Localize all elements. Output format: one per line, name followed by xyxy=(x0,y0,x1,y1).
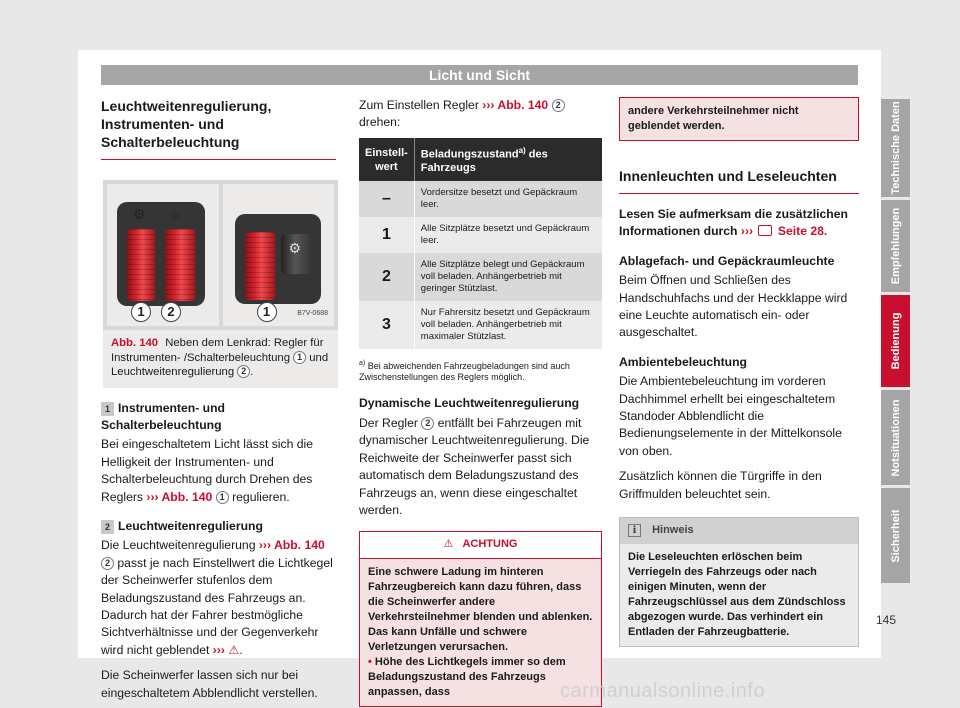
figure-140 xyxy=(103,180,338,388)
page-link-text[interactable]: Seite 28. xyxy=(777,224,828,239)
section-heading: Innenleuchten und Leseleuchten xyxy=(619,167,859,194)
paragraph: Die Ambientebeleuchtung im vorderen Dachhimmel erhellt bei eingeschaltetem Standoder Abblendlicht die Bedienungselemente in der Mittelkonsole von oben. xyxy=(619,374,842,458)
table-row: 1 Alle Sitzplätze besetzt und Gepäckraum leer. xyxy=(359,217,602,253)
hint-box xyxy=(619,517,859,646)
callout-2: 2 xyxy=(161,302,181,322)
item-1-heading: 1 Instrumenten- und Schalterbeleuchtung xyxy=(101,400,225,432)
warning-link[interactable]: ››› xyxy=(212,642,225,657)
tab-empfehlungen[interactable]: Empfehlungen xyxy=(881,200,910,292)
roller-headlight-range xyxy=(165,229,195,301)
info-icon: ℹ xyxy=(628,524,641,537)
table-row: – Vordersitze besetzt und Gepäckraum leer. xyxy=(359,181,602,217)
table-header-load: Beladungszustand$^{a)}$ des Fahrzeugs xyxy=(414,138,602,182)
subsection-text: Der Regler 2 entfällt bei Fahrzeugen mit dynamischer Leuchtweitenregulierung. Die Reichweite der Scheinwerfer passt sich automatisch dem Beladungszustand des Fahrzeugs an, wenn diese eingeschaltet werden. xyxy=(359,415,590,517)
figure-image xyxy=(103,180,338,330)
warning-icon: ⚠ xyxy=(443,538,454,551)
figure-caption: Abb. 140 Neben dem Lenkrad: Regler für Instrumenten- /Schalterbeleuchtung 1 und Leuchtweitenregulierung 2 . xyxy=(103,330,338,388)
dashboard-light-icon: ☼ xyxy=(169,206,182,222)
subsection-heading: Dynamische Leuchtweitenregulierung xyxy=(359,396,580,411)
table-intro: Zum Einstellen Regler ››› Abb. 140 2 drehen: xyxy=(359,97,602,132)
tab-technische-daten[interactable]: Technische Daten xyxy=(881,99,910,197)
page-link[interactable]: ››› xyxy=(740,224,754,239)
hint-body: Die Leseleuchten erlöschen beim Verriegeln des Fahrzeugs oder nach einigen Minuten, wenn der Fahrzeugschlüssel aus dem Zündschloss abgezogen wurde. Das verhindert ein Entladen der Fahrzeugbatterie. xyxy=(620,544,858,646)
tab-bedienung[interactable]: Bedienung xyxy=(881,295,910,387)
paragraph: Zusätzlich können die Türgriffe in den Griffmulden beleuchtet sein. xyxy=(619,469,822,501)
item-2-heading: 2 Leuchtweitenregulierung xyxy=(101,518,336,535)
item-2-text: Die Leuchtweitenregulierung ››› Abb. 140 2 passt je nach Einstellwert die Lichtkegel der Scheinwerfer stufenlos dem Beladungszustand des Fahrzeugs an. Dadurch hat der Fahrer bestmögliche Sichtverhältnisse und der Gegenverkehr wird nicht geblendet ››› ⚠. xyxy=(101,538,333,657)
column-3 xyxy=(619,97,859,647)
headlight-range-icon: ⚙ xyxy=(133,206,146,222)
figure-link[interactable]: ››› Abb. 140 xyxy=(482,98,549,112)
warning-icon: ⚠ xyxy=(228,642,240,657)
warning-header: ⚠ ACHTUNG xyxy=(360,532,601,558)
item-1-text: Bei eingeschaltetem Licht lässt sich die Helligkeit der Instrumenten- und Schalterbeleuchtung durch Drehen des Reglers ››› Abb. 140 1 regulieren. xyxy=(101,437,314,504)
subsection-heading: Ablagefach- und Gepäckraumleuchte xyxy=(619,253,835,268)
warning-continuation: andere Verkehrsteilnehmer nicht geblendet werden. xyxy=(619,97,859,141)
intro-text: Lesen Sie aufmerksam die zusätzlichen Informationen durch ››› Seite 28. xyxy=(619,207,848,239)
watermark: carmanualsonline.info xyxy=(560,680,766,702)
warning-body: Eine schwere Ladung im hinteren Fahrzeugbereich kann dazu führen, dass die Scheinwerfer andere Verkehrsteilnehmer blenden und ablenken. Das kann Unfälle und schwere Verletzungen verursachen. • Höhe des Lichtkegels immer so dem Beladungszustand des Fahrzeugs anpassen, dass xyxy=(360,559,601,706)
chapter-header: Licht und Sicht xyxy=(101,65,858,85)
roller-instrument-light xyxy=(127,229,155,301)
callout-1: 1 xyxy=(131,302,151,322)
callout-1-right: 1 xyxy=(257,302,277,322)
column-2 xyxy=(359,97,602,707)
paragraph: Beim Öffnen und Schließen des Handschuhfachs und der Heckklappe wird eine Leuchte automatisch ein- oder ausgeschaltet. xyxy=(619,273,848,340)
table-row: 2 Alle Sitzplätze belegt und Gepäckraum voll beladen. Anhängerbetrieb mit geringer Stützlast. xyxy=(359,253,602,301)
hint-header: ℹ Hinweis xyxy=(620,518,858,543)
tab-notsituationen[interactable]: Notsituationen xyxy=(881,390,910,485)
settings-table xyxy=(359,138,602,350)
figure-panel-left xyxy=(107,184,219,326)
book-icon xyxy=(758,225,772,236)
table-header-value: Einstell-wert xyxy=(359,138,414,182)
figure-link[interactable]: ››› Abb. 140 xyxy=(146,489,213,504)
column-1 xyxy=(101,97,336,702)
table-footnote: $^{a)}$ Bei abweichenden Fahrzeugbeladungen sind auch Zwischenstellungen des Reglers möglich. xyxy=(359,360,570,383)
headlight-range-icon-alt: ⚙ xyxy=(288,240,302,256)
figure-link[interactable]: ››› Abb. 140 xyxy=(258,538,325,553)
table-row: 3 Nur Fahrersitz besetzt und Gepäckraum voll beladen. Anhängerbetrieb mit maximaler Stützlast. xyxy=(359,301,602,349)
page-number: 145 xyxy=(876,613,897,627)
section-heading: Leuchtweitenregulierung, Instrumenten- und Schalterbeleuchtung xyxy=(101,97,336,160)
subsection-heading: Ambientebeleuchtung xyxy=(619,354,747,369)
figure-panel-right xyxy=(223,184,335,326)
tab-sicherheit[interactable]: Sicherheit xyxy=(881,488,910,583)
figure-code: B7V-0688 xyxy=(297,309,328,317)
roller-instrument-light-alt xyxy=(245,232,275,300)
paragraph: Die Scheinwerfer lassen sich nur bei eingeschaltetem Abblendlicht verstellen. xyxy=(101,668,318,700)
